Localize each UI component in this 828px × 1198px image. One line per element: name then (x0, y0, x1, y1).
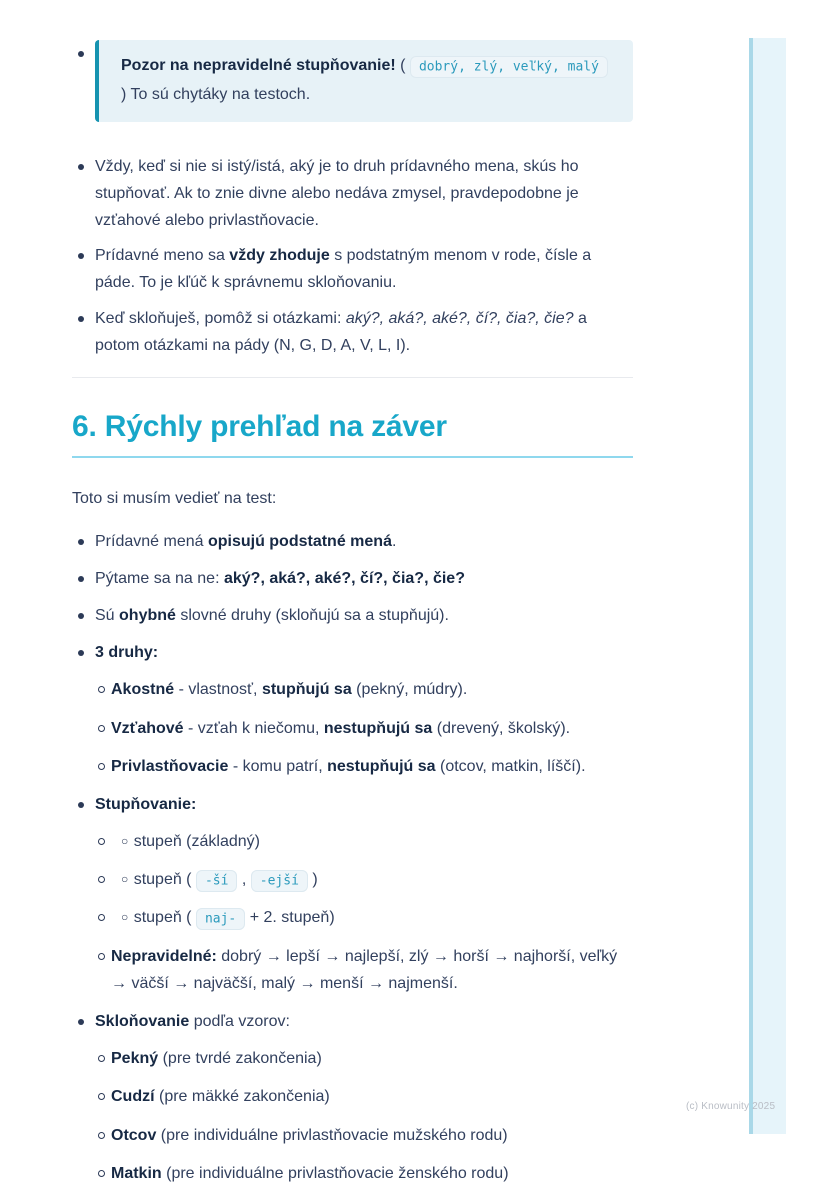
list-item-text (95, 242, 633, 296)
bold-text: aký?, aká?, aké?, čí?, čia?, čie? (223, 569, 465, 587)
bullet-marker (78, 40, 95, 57)
bold-text: nestupňujú sa (327, 757, 436, 775)
text-run: ) To sú chytáky na testoch. (121, 85, 311, 103)
sub-list-item (94, 715, 633, 742)
list-item-text (95, 639, 633, 666)
summary-list (72, 528, 633, 1187)
bold-text: Otcov (111, 1126, 157, 1144)
circle-marker (94, 1160, 111, 1177)
bold-text: Skloňovanie (95, 1013, 190, 1031)
bullet-marker (78, 305, 95, 322)
text-run: (pekný, múdry). (351, 681, 468, 699)
text-run: Keď skloňuješ, pomôž si otázkami: (95, 309, 346, 327)
bullet-marker (78, 639, 95, 656)
list-item-text (95, 1008, 633, 1035)
circle-marker (94, 904, 111, 921)
circle-marker (94, 1045, 111, 1062)
text-run: a potom otázkami na pády (N, G, D, A, V, L, I). (95, 309, 587, 354)
sub-list (72, 676, 633, 780)
list-item (72, 528, 633, 555)
text-run: stupeň ( (129, 871, 196, 889)
circle-marker (94, 676, 111, 693)
list-item (72, 242, 633, 296)
list-item (72, 153, 633, 235)
text-run: dobrý → lepší → najlepší, zlý → horší → najhorší, veľký → väčší → najväčší, malý → menší → najmenší. (111, 947, 618, 992)
text-run: (otcov, matkin, líščí). (435, 757, 586, 775)
circle-glyph: ○ (121, 910, 129, 925)
text-run: , (237, 871, 251, 889)
circle-marker (94, 866, 111, 883)
text-run: stupeň ( (129, 909, 196, 927)
italic-text: aký?, aká?, aké?, čí?, čia?, čie? (345, 309, 574, 327)
text-run: podľa vzorov: (189, 1013, 290, 1031)
bold-text: stupňujú sa (261, 681, 352, 699)
text-run: Prídavné mená (95, 532, 208, 550)
list-item-text (111, 1045, 633, 1072)
circle-glyph: ○ (121, 834, 129, 849)
text-run: Pýtame sa na ne: (95, 569, 224, 587)
list-item (72, 305, 633, 359)
sub-list-item (94, 1160, 633, 1187)
text-run: Sú (95, 606, 120, 624)
bold-text: Akostné (111, 681, 175, 699)
list-item-text (111, 828, 633, 855)
circle-marker (94, 715, 111, 732)
inline-code-chip: -ejší (251, 870, 308, 892)
intro-list (72, 153, 633, 359)
inline-code-chip: dobrý, zlý, veľký, malý (410, 56, 608, 78)
sub-list-item (94, 753, 633, 780)
bold-text: ohybné (119, 606, 176, 624)
section-heading: 6. Rýchly prehľad na záver (72, 410, 633, 459)
list-item-text (95, 565, 633, 592)
text-run: Prídavné meno sa (95, 247, 230, 265)
list-item-text (111, 1083, 633, 1110)
document-content (72, 40, 633, 1198)
bold-text: Vzťahové (111, 719, 184, 737)
circle-glyph: ○ (121, 872, 129, 887)
circle-marker (94, 828, 111, 845)
callout-list-item (72, 40, 633, 122)
bullet-marker (78, 791, 95, 808)
text-run: . (391, 532, 397, 550)
bullet-marker (78, 153, 95, 170)
bullet-marker (78, 528, 95, 545)
list-item-text (111, 1122, 633, 1149)
list-item-text (95, 791, 633, 818)
text-run: (drevený, školský). (432, 719, 571, 737)
list-item-text (111, 943, 633, 997)
list-item (72, 565, 633, 592)
sub-list-item (94, 904, 633, 931)
circle-marker (94, 753, 111, 770)
section-intro: Toto si musím vedieť na test: (72, 490, 277, 508)
text-run: - vzťah k niečomu, (183, 719, 324, 737)
circle-marker (94, 1122, 111, 1139)
list-item-text (111, 866, 633, 893)
list-item (72, 639, 633, 666)
sub-list-item (94, 828, 633, 855)
bold-text: Privlastňovacie (111, 757, 229, 775)
text-run: - komu patrí, (228, 757, 328, 775)
section-divider (72, 377, 633, 378)
text-run: (pre individuálne privlastňovacie mužského rodu) (156, 1126, 508, 1144)
text-run: stupeň (základný) (129, 833, 260, 851)
bold-text: Matkin (111, 1164, 162, 1182)
bold-text: Stupňovanie: (95, 795, 197, 813)
bullet-marker (78, 602, 95, 619)
sub-list (72, 1045, 633, 1187)
list-item-text (95, 602, 633, 629)
sub-list-item (94, 676, 633, 703)
list-item-text (95, 528, 633, 555)
list-item (72, 791, 633, 818)
bullet-marker (78, 565, 95, 582)
list-item-text (111, 715, 633, 742)
callout-text (121, 52, 615, 110)
bold-text: 3 druhy: (95, 644, 159, 662)
circle-marker (94, 1083, 111, 1100)
list-item (72, 602, 633, 629)
list-item-text (95, 305, 633, 359)
bold-text: vždy zhoduje (229, 247, 330, 265)
sub-list-item (94, 866, 633, 893)
bold-text: nestupňujú sa (323, 719, 433, 737)
bold-text: Pozor na nepravidelné stupňovanie! (121, 57, 396, 74)
text-run: (pre mäkké zakončenia) (154, 1088, 330, 1106)
inline-code-chip: naj- (196, 908, 245, 930)
sub-list-item (94, 1122, 633, 1149)
sub-list (72, 828, 633, 997)
callout-box (95, 40, 633, 122)
page-edge-strip (749, 38, 786, 1134)
text-run: - vlastnosť, (174, 681, 262, 699)
circle-marker (94, 943, 111, 960)
list-item (72, 1008, 633, 1035)
copyright-footer: (c) Knowunity 2025 (686, 1101, 776, 1112)
text-run: s podstatným menom v rode, čísle a páde. To je kľúč k správnemu skloňovaniu. (95, 247, 592, 292)
list-item-text (111, 753, 633, 780)
sub-list-item (94, 1045, 633, 1072)
list-item-text (111, 904, 633, 931)
bold-text: Cudzí (111, 1088, 155, 1106)
text-run: (pre individuálne privlastňovacie ženského rodu) (161, 1164, 509, 1182)
text-run: ) (307, 871, 318, 889)
list-item-text (111, 676, 633, 703)
list-item-text (95, 153, 633, 235)
bullet-marker (78, 1008, 95, 1025)
sub-list-item (94, 1083, 633, 1110)
inline-code-chip: -ší (196, 870, 237, 892)
text-run: + 2. stupeň) (245, 909, 335, 927)
bullet-marker (78, 242, 95, 259)
bold-text: Nepravidelné: (111, 947, 217, 965)
sub-list-item (94, 943, 633, 997)
bold-text: opisujú podstatné mená (207, 532, 392, 550)
text-run: ( (395, 57, 410, 74)
text-run: (pre tvrdé zakončenia) (158, 1050, 322, 1068)
bold-text: Pekný (111, 1050, 159, 1068)
list-item-text (111, 1160, 633, 1187)
text-run: Vždy, keď si nie si istý/istá, aký je to druh prídavného mena, skús ho stupňovať. Ak to znie divne alebo nedáva zmysel, pravdepodobne je vzťahové alebo privlastňovacie. (95, 157, 579, 229)
text-run: slovné druhy (skloňujú sa a stupňujú). (175, 606, 449, 624)
